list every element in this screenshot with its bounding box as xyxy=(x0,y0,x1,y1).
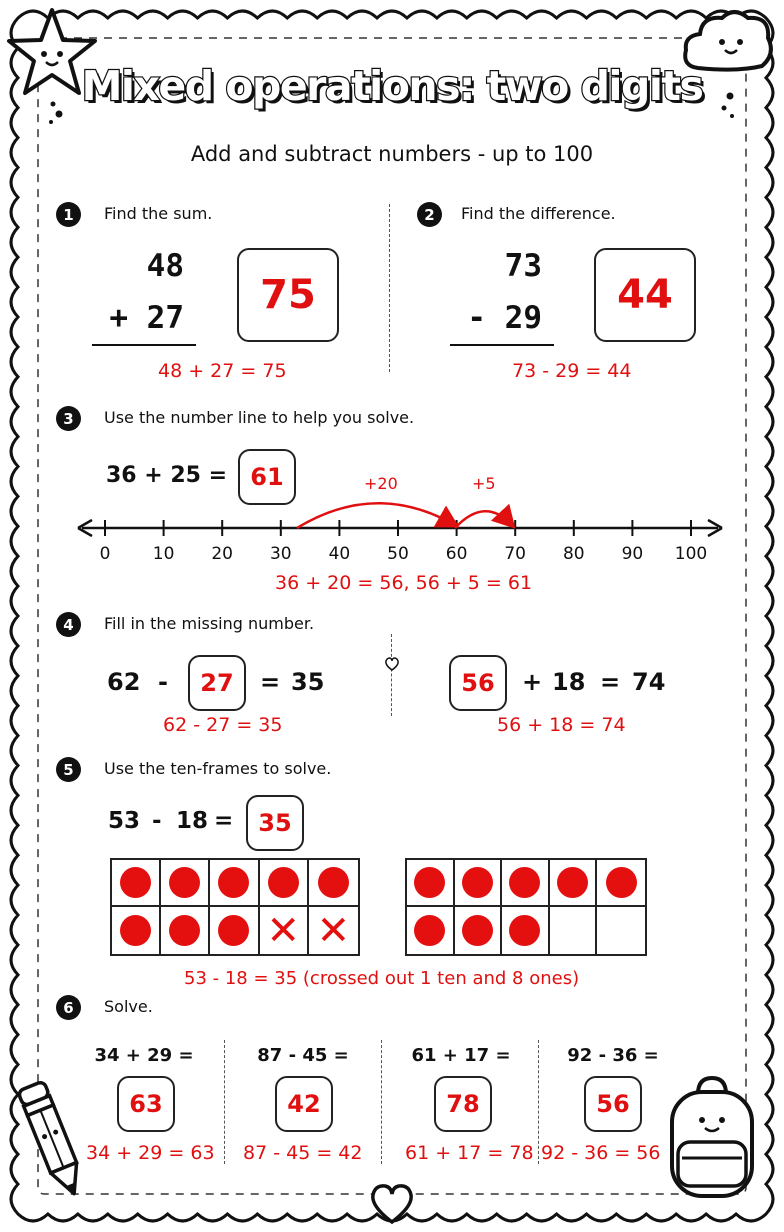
counter-dot-icon xyxy=(557,867,588,898)
heart-divider-icon xyxy=(384,657,400,671)
question-prompt: Find the difference. xyxy=(461,204,616,223)
counter-dot-icon xyxy=(218,867,249,898)
number-line-label: 0 xyxy=(99,544,111,564)
equation-term: 62 xyxy=(107,668,141,696)
ten-frame-cell xyxy=(210,907,259,954)
counter-dot-icon xyxy=(606,867,637,898)
ten-frame-cell xyxy=(309,860,358,907)
counter-dot-icon xyxy=(509,867,540,898)
ten-frame-cell xyxy=(161,907,210,954)
counter-dot-icon xyxy=(414,867,445,898)
check-equation: 56 + 18 = 74 xyxy=(497,714,626,736)
ten-frame-cell xyxy=(455,860,503,907)
counter-dot-icon xyxy=(462,867,493,898)
problem-equation: 36 + 25 = xyxy=(106,463,228,488)
counter-dot-icon xyxy=(268,867,299,898)
answer-box[interactable]: 78 xyxy=(434,1076,492,1132)
column-divider xyxy=(538,1040,539,1164)
equation-equals: = xyxy=(600,668,621,696)
number-line-label: 90 xyxy=(621,544,644,564)
equation-equals: = xyxy=(260,668,281,696)
question-number: 5 xyxy=(56,757,81,782)
ten-frame-cell xyxy=(455,907,503,954)
answer-box[interactable]: 63 xyxy=(117,1076,175,1132)
equation-operator: - xyxy=(152,808,162,834)
problem-equation: 61 + 17 = xyxy=(411,1045,511,1066)
number-line-label: 10 xyxy=(152,544,175,564)
question-number: 4 xyxy=(56,612,81,637)
ten-frame-cell xyxy=(597,907,645,954)
ten-frame-cell xyxy=(112,907,161,954)
check-equation: 62 - 27 = 35 xyxy=(163,714,283,736)
ten-frame-cell xyxy=(260,907,309,954)
counter-dot-icon xyxy=(509,915,540,946)
heart-icon xyxy=(367,1182,417,1226)
number-line-label: 100 xyxy=(674,544,708,564)
answer-box[interactable]: 44 xyxy=(594,248,696,342)
equation-term: 35 xyxy=(291,668,325,696)
cross-out-icon: ✕ xyxy=(266,907,300,954)
ten-frame-cell xyxy=(112,860,161,907)
answer-box[interactable]: 42 xyxy=(275,1076,333,1132)
answer-box[interactable]: 61 xyxy=(238,449,296,505)
number-line-label: 80 xyxy=(562,544,585,564)
problem-equation: 92 - 36 = xyxy=(567,1045,659,1066)
number-line-label: 60 xyxy=(445,544,468,564)
page-subtitle: Add and subtract numbers - up to 100 xyxy=(190,142,594,166)
column-divider xyxy=(381,1040,382,1164)
counter-dot-icon xyxy=(218,915,249,946)
ten-frame-cell xyxy=(597,860,645,907)
number-line-label: 50 xyxy=(387,544,409,564)
equation-operator: - xyxy=(158,668,168,696)
answer-box[interactable]: 35 xyxy=(246,795,304,851)
minuend: 73 xyxy=(504,248,542,284)
question-prompt: Use the number line to help you solve. xyxy=(104,408,415,427)
equation-term: 74 xyxy=(632,668,666,696)
check-equation: 87 - 45 = 42 xyxy=(243,1142,363,1164)
equation-term: 18 xyxy=(176,808,209,834)
problem-equation: 87 - 45 = xyxy=(257,1045,349,1066)
pencil-icon xyxy=(12,1074,92,1204)
check-equation: 53 - 18 = 35 (crossed out 1 ten and 8 ones) xyxy=(184,968,580,989)
answer-box[interactable]: 75 xyxy=(237,248,339,342)
question-prompt: Solve. xyxy=(104,997,153,1016)
question-prompt: Fill in the missing number. xyxy=(104,614,315,633)
ten-frame-cell xyxy=(407,860,455,907)
ten-frame xyxy=(110,858,360,956)
ten-frame-cell xyxy=(407,907,455,954)
question-prompt: Find the sum. xyxy=(104,204,213,223)
counter-dot-icon xyxy=(169,915,200,946)
check-equation: 92 - 36 = 56 xyxy=(541,1142,661,1164)
subtrahend: - 29 xyxy=(467,300,542,336)
number-line-label: 30 xyxy=(269,544,292,564)
ten-frame xyxy=(405,858,647,956)
check-equation: 73 - 29 = 44 xyxy=(512,360,632,382)
cross-out-icon: ✕ xyxy=(316,907,351,954)
ten-frame-cell xyxy=(210,860,259,907)
check-equation: 36 + 20 = 56, 56 + 5 = 61 xyxy=(275,572,533,594)
ten-frame-cell xyxy=(309,907,358,954)
jump-label: +5 xyxy=(472,474,496,493)
question-number: 1 xyxy=(56,202,81,227)
addend-top: 48 xyxy=(146,248,184,284)
column-divider xyxy=(224,1040,225,1164)
addend-bottom: + 27 xyxy=(109,300,184,336)
equation-equals: = xyxy=(214,808,234,834)
answer-box[interactable]: 27 xyxy=(188,655,246,711)
difference-line xyxy=(450,344,554,346)
question-number: 2 xyxy=(417,202,442,227)
equation-term: 53 xyxy=(108,808,141,834)
answer-box[interactable]: 56 xyxy=(584,1076,642,1132)
equation-term: 18 xyxy=(552,668,586,696)
ten-frame-cell xyxy=(161,860,210,907)
equation-operator: + xyxy=(522,668,543,696)
counter-dot-icon xyxy=(414,915,445,946)
question-prompt: Use the ten-frames to solve. xyxy=(104,759,332,778)
counter-dot-icon xyxy=(169,867,200,898)
counter-dot-icon xyxy=(120,867,151,898)
ten-frame-cell xyxy=(502,860,550,907)
sum-line xyxy=(92,344,196,346)
counter-dot-icon xyxy=(120,915,151,946)
number-line-label: 20 xyxy=(211,544,233,564)
answer-box[interactable]: 56 xyxy=(449,655,507,711)
number-line-label: 70 xyxy=(504,544,526,564)
jump-label: +20 xyxy=(364,474,398,493)
counter-dot-icon xyxy=(318,867,349,898)
page-title: Mixed operations: two digits xyxy=(81,62,703,110)
ten-frame-cell xyxy=(550,860,598,907)
question-number: 6 xyxy=(56,995,81,1020)
number-line-label: 40 xyxy=(328,544,351,564)
ten-frame-cell xyxy=(502,907,550,954)
backpack-icon xyxy=(658,1074,764,1202)
ten-frame-cell xyxy=(260,860,309,907)
column-divider xyxy=(389,204,390,372)
check-equation: 61 + 17 = 78 xyxy=(405,1142,534,1164)
check-equation: 34 + 29 = 63 xyxy=(86,1142,215,1164)
ten-frame-cell xyxy=(550,907,598,954)
problem-equation: 34 + 29 = xyxy=(94,1045,194,1066)
number-line xyxy=(70,492,730,548)
column-divider xyxy=(391,634,392,716)
question-number: 3 xyxy=(56,406,81,431)
counter-dot-icon xyxy=(462,915,493,946)
check-equation: 48 + 27 = 75 xyxy=(158,360,287,382)
